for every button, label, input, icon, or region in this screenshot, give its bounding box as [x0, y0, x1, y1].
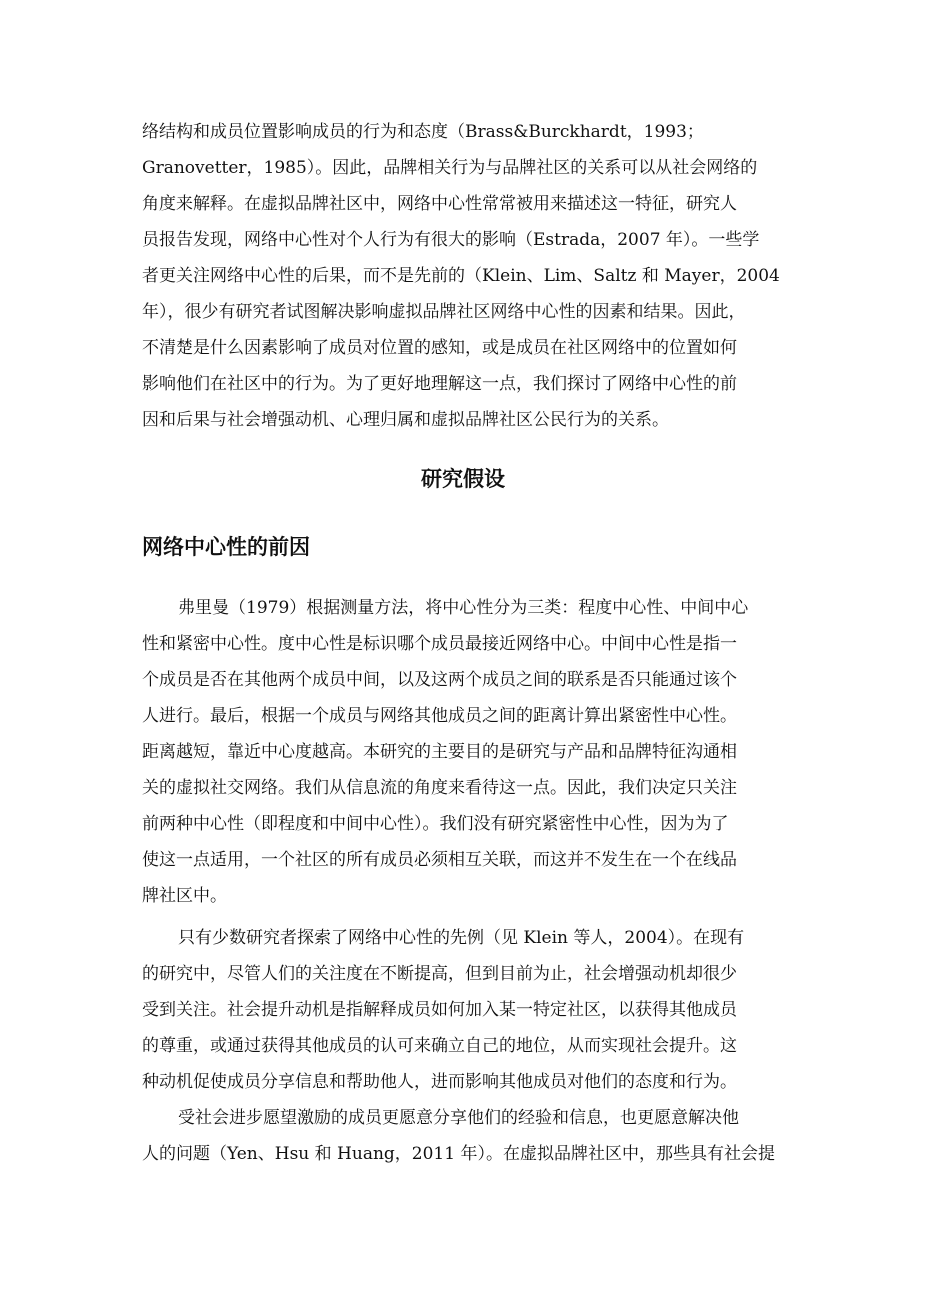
text-line: 不清楚是什么因素影响了成员对位置的感知，或是成员在社区网络中的位置如何	[142, 338, 737, 358]
text-line: 关的虚拟社交网络。我们从信息流的角度来看待这一点。因此，我们决定只关注	[142, 778, 737, 798]
text-line: 弗里曼（1979）根据测量方法，将中心性分为三类：程度中心性、中间中心	[178, 598, 749, 618]
text-line: 年），很少有研究者试图解决影响虚拟品牌社区网络中心性的因素和结果。因此，	[142, 302, 746, 322]
text-line: 的尊重，或通过获得其他成员的认可来确立自己的地位，从而实现社会提升。这	[142, 1036, 737, 1056]
text-line: 距离越短，靠近中心度越高。本研究的主要目的是研究与产品和品牌特征沟通相	[142, 742, 737, 762]
text-line: 者更关注网络中心性的后果，而不是先前的（Klein、Lim、Saltz 和 Mayer，2004	[142, 266, 780, 286]
text-line: 牌社区中。	[142, 886, 227, 906]
text-line: 员报告发现，网络中心性对个人行为有很大的影响（Estrada，2007 年）。一些学	[142, 230, 760, 250]
text-line: 因和后果与社会增强动机、心理归属和虚拟品牌社区公民行为的关系。	[142, 410, 669, 430]
text-line: 受到关注。社会提升动机是指解释成员如何加入某一特定社区，以获得其他成员	[142, 1000, 737, 1020]
text-line: 只有少数研究者探索了网络中心性的先例（见 Klein 等人，2004）。在现有	[178, 928, 745, 948]
text-line: 性和紧密中心性。度中心性是标识哪个成员最接近网络中心。中间中心性是指一	[142, 634, 737, 654]
text-line: 受社会进步愿望激励的成员更愿意分享他们的经验和信息，也更愿意解决他	[178, 1108, 739, 1128]
text-line: 使这一点适用，一个社区的所有成员必须相互关联，而这并不发生在一个在线品	[142, 850, 737, 870]
text-line: 种动机促使成员分享信息和帮助他人，进而影响其他成员对他们的态度和行为。	[142, 1072, 737, 1092]
text-line: 影响他们在社区中的行为。为了更好地理解这一点，我们探讨了网络中心性的前	[142, 374, 737, 394]
text-line: 人的问题（Yen、Hsu 和 Huang，2011 年）。在虚拟品牌社区中，那些具有社会提	[142, 1144, 775, 1164]
text-line: 角度来解释。在虚拟品牌社区中，网络中心性常常被用来描述这一特征，研究人	[142, 194, 737, 214]
text-line: 个成员是否在其他两个成员中间，以及这两个成员之间的联系是否只能通过该个	[142, 670, 737, 690]
text-line: 络结构和成员位置影响成员的行为和态度（Brass&Burckhardt，1993；	[142, 122, 704, 142]
subsection-title: 网络中心性的前因	[142, 535, 310, 559]
text-line: 人进行。最后，根据一个成员与网络其他成员之间的距离计算出紧密性中心性。	[142, 706, 737, 726]
section-title: 研究假设	[421, 467, 505, 491]
text-line: 前两种中心性（即程度和中间中心性）。我们没有研究紧密性中心性，因为为了	[142, 814, 729, 834]
text-line: 的研究中，尽管人们的关注度在不断提高，但到目前为止，社会增强动机却很少	[142, 964, 737, 984]
text-line: Granovetter，1985）。因此，品牌相关行为与品牌社区的关系可以从社会网络的	[142, 158, 758, 178]
